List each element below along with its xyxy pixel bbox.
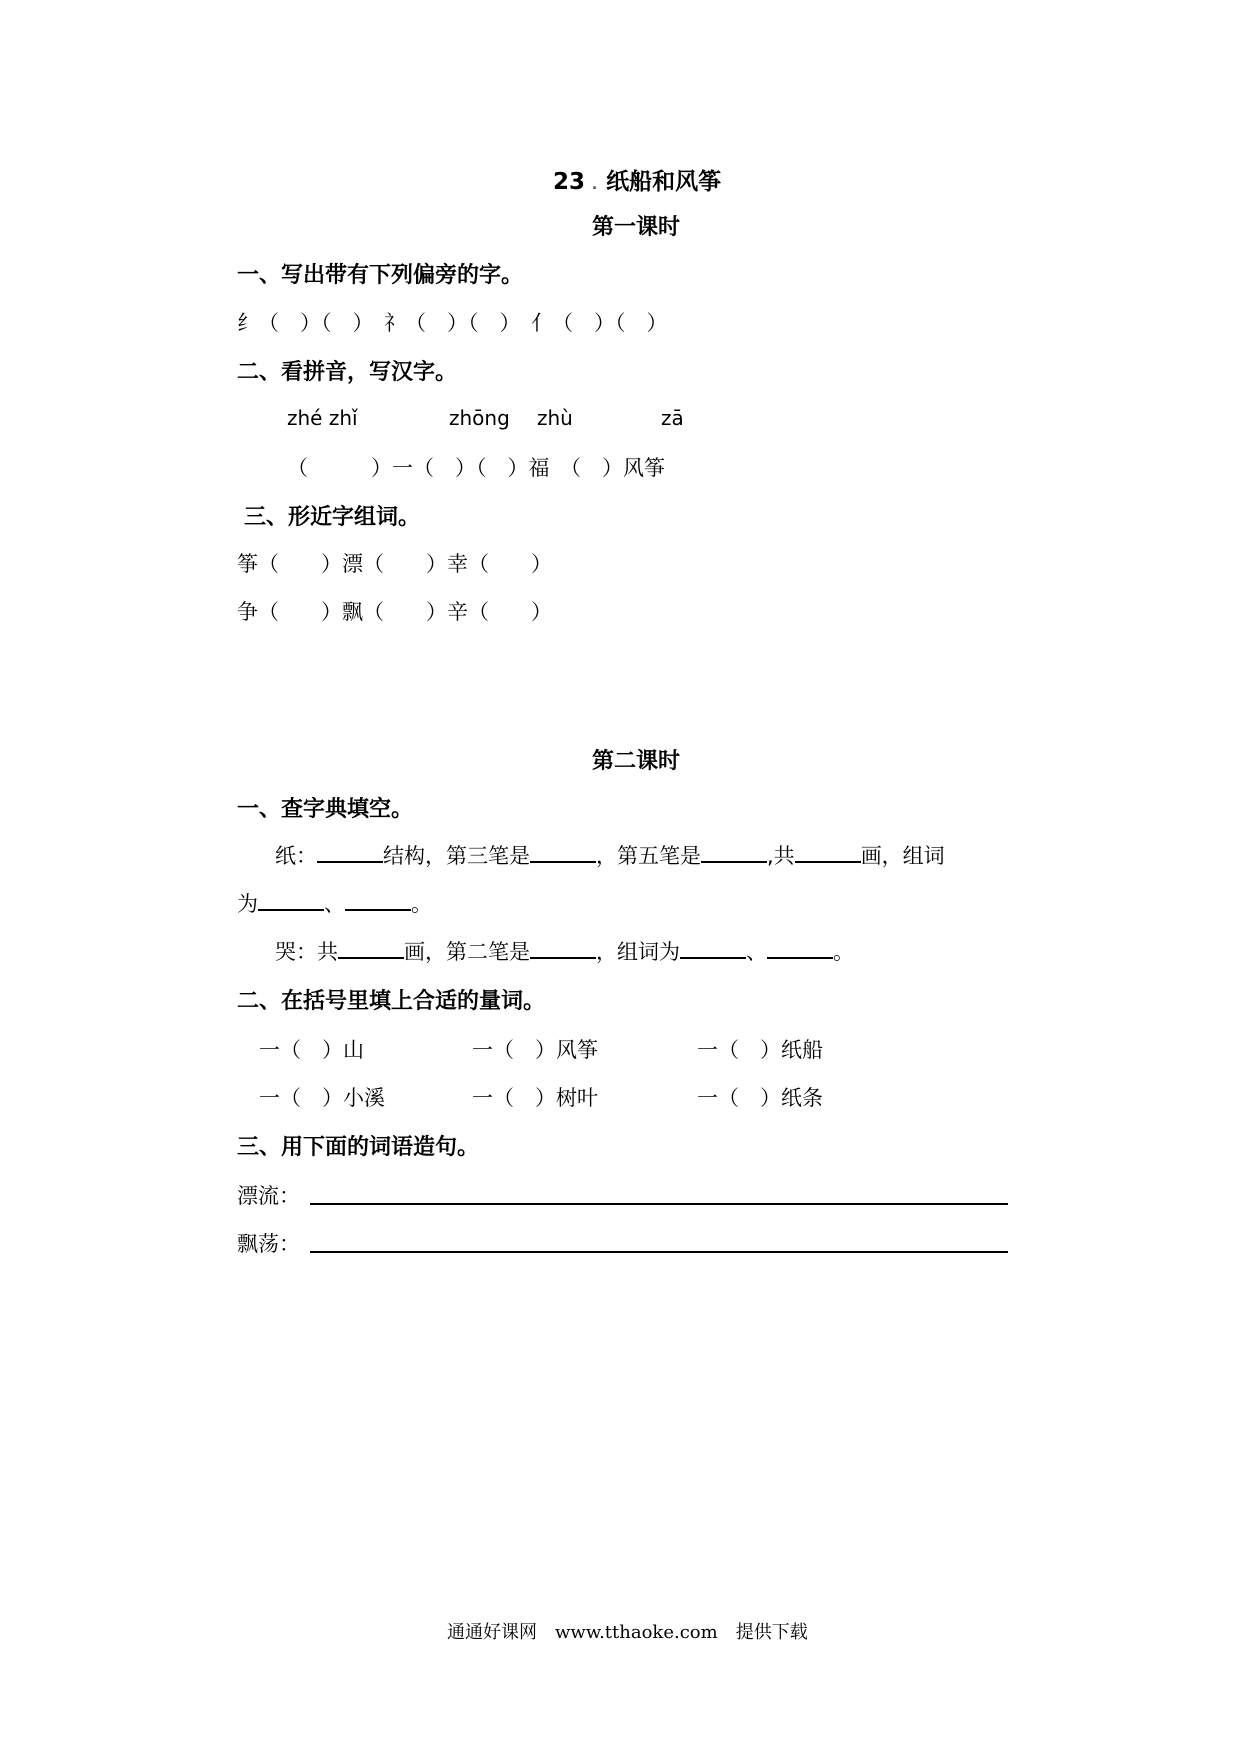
lesson1-q2-heading: 二、看拼音，写汉字。 [237,360,458,385]
ku-sep: 、 [746,940,767,964]
zhi-text-1: 结构，第三笔是 [383,844,530,868]
zhi-text-2: ，第五笔是 [596,844,701,868]
sentence-word-1: 漂流： [237,1184,300,1208]
answer-line[interactable] [310,1251,1008,1253]
pinyin-za: zā [661,406,684,430]
blank[interactable] [795,843,861,863]
measure-word-item: 一（ ）风筝 [472,1038,598,1062]
lesson1-q1-heading: 一、写出带有下列偏旁的字。 [237,263,524,288]
blank[interactable] [701,843,767,863]
lesson2-title: 第二课时 [592,749,681,774]
sentence-word-2: 飘荡： [237,1232,300,1256]
measure-word-item: 一（ ）山 [259,1038,364,1062]
blank[interactable] [317,843,383,863]
measure-word-item: 一（ ）纸船 [697,1038,823,1062]
ku-end: 。 [833,940,854,964]
ku-text-1: 画，第二笔是 [404,940,530,964]
blank[interactable] [767,939,833,959]
pinyin-zhu: zhù [537,406,573,430]
lesson-number: 23 [553,169,586,195]
blank[interactable] [258,891,324,911]
measure-word-item: 一（ ）小溪 [259,1086,385,1110]
zhi-text-3: ,共 [767,844,795,868]
answer-line[interactable] [310,1203,1008,1205]
measure-word-item: 一（ ）纸条 [697,1086,823,1110]
zhi-row-2 [237,888,432,918]
blank[interactable] [680,939,746,959]
page-title [553,163,721,196]
zhi-row [275,840,945,870]
lesson2-q1-heading: 一、查字典填空。 [237,797,414,822]
blank[interactable] [345,891,411,911]
pinyin-zhezhi: zhé zhǐ [287,406,358,430]
lesson1-q1-line: 纟（ ）（ ） 礻（ ）（ ） 亻（ ）（ ） [237,311,668,335]
ku-text-2: ，组词为 [596,940,680,964]
blank[interactable] [530,843,596,863]
pinyin-zhong: zhōng [449,406,510,430]
lesson1-q2-chars: （ ）一（ ）（ ）福 （ ）风筝 [287,456,665,480]
zhi-end: 。 [411,892,432,916]
lesson1-q3-row1: 筝（ ）漂（ ）幸（ ） [237,552,552,576]
lesson1-q3-row2: 争（ ）飘（ ）辛（ ） [237,600,552,624]
dot-marks: . [585,177,607,193]
lesson1-title: 第一课时 [592,215,681,240]
zhi-text-5: 为 [237,892,258,916]
blank[interactable] [338,939,404,959]
lesson2-q2-heading: 二、在括号里填上合适的量词。 [237,989,546,1014]
ku-char: 哭：共 [275,940,338,964]
blank[interactable] [530,939,596,959]
lesson2-q3-heading: 三、用下面的词语造句。 [237,1135,480,1160]
zhi-sep: 、 [324,892,345,916]
lesson-title: 纸船和风筝 [606,169,722,195]
zhi-char: 纸： [275,844,317,868]
ku-row [275,936,854,966]
lesson1-q3-heading: 三、形近字组词。 [244,505,421,530]
footer-text: 通通好课网 www.tthaoke.com 提供下载 [447,1622,808,1643]
zhi-text-4: 画，组词 [860,844,945,868]
measure-word-item: 一（ ）树叶 [472,1086,598,1110]
